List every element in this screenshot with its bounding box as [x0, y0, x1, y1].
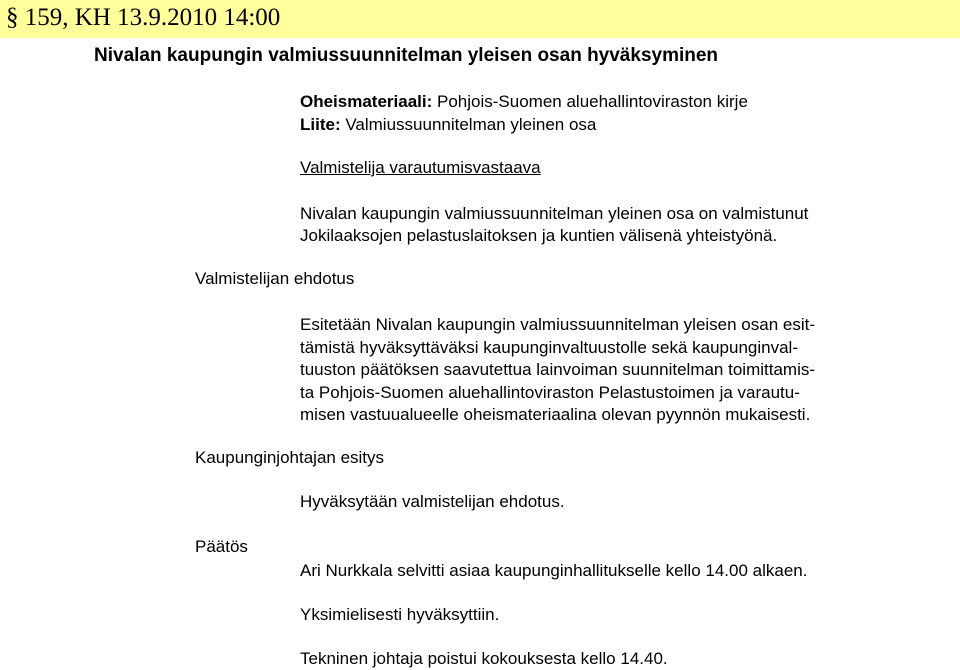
label-kaupunginjohtajan-esitys: Kaupunginjohtajan esitys: [195, 448, 385, 467]
oheismateriaali-text: Pohjois-Suomen aluehallintoviraston kirje: [432, 92, 748, 111]
liite-text: Valmiussuunnitelman yleinen osa: [340, 115, 597, 134]
intro-line-2: Jokilaaksojen pelastuslaitoksen ja kuntien välisenä yhteistyönä.: [300, 226, 778, 245]
mayor-proposal-text: Hyväksytään valmistelijan ehdotus.: [300, 492, 565, 511]
attachment-line: [300, 91, 748, 113]
proposal-paragraph: [300, 314, 925, 427]
document-title: Nivalan kaupungin valmiussuunnitelman yleisen osan hyväksyminen: [94, 45, 719, 66]
liite-label: Liite:: [300, 115, 341, 134]
proposal-line: misen vastuualueelle oheismateriaalina olevan pyynnön mukaisesti.: [300, 405, 811, 424]
intro-line-1: Nivalan kaupungin valmiussuunnitelman yleinen osa on valmistunut: [300, 204, 809, 223]
proposal-line: tämistä hyväksyttäväksi kaupunginvaltuustolle sekä kaupunginval-: [300, 337, 798, 357]
label-paatos: Päätös: [195, 537, 248, 556]
decision-line-1: Ari Nurkkala selvitti asiaa kaupunginhallitukselle kello 14.00 alkaen.: [300, 561, 808, 580]
header-highlight: [0, 0, 960, 38]
decision-line-2: Yksimielisesti hyväksyttiin.: [300, 605, 500, 624]
preparer-line: Valmistelija varautumisvastaava: [300, 158, 541, 177]
proposal-line: ta Pohjois-Suomen aluehallintoviraston Pelastustoimen ja varautu-: [300, 382, 800, 402]
liite-line: [300, 114, 596, 136]
label-valmistelijan-ehdotus: Valmistelijan ehdotus: [195, 269, 355, 288]
proposal-line: Esitetään Nivalan kaupungin valmiussuunnitelman yleisen osan esit-: [300, 315, 816, 334]
oheismateriaali-label: Oheismateriaali:: [300, 92, 433, 111]
proposal-line: tuuston päätöksen saavutettua lainvoiman suunnitelman toimittamis-: [300, 360, 816, 379]
decision-line-3: Tekninen johtaja poistui kokouksesta kello 14.40.: [300, 649, 668, 668]
section-header: § 159, KH 13.9.2010 14:00: [6, 4, 281, 31]
